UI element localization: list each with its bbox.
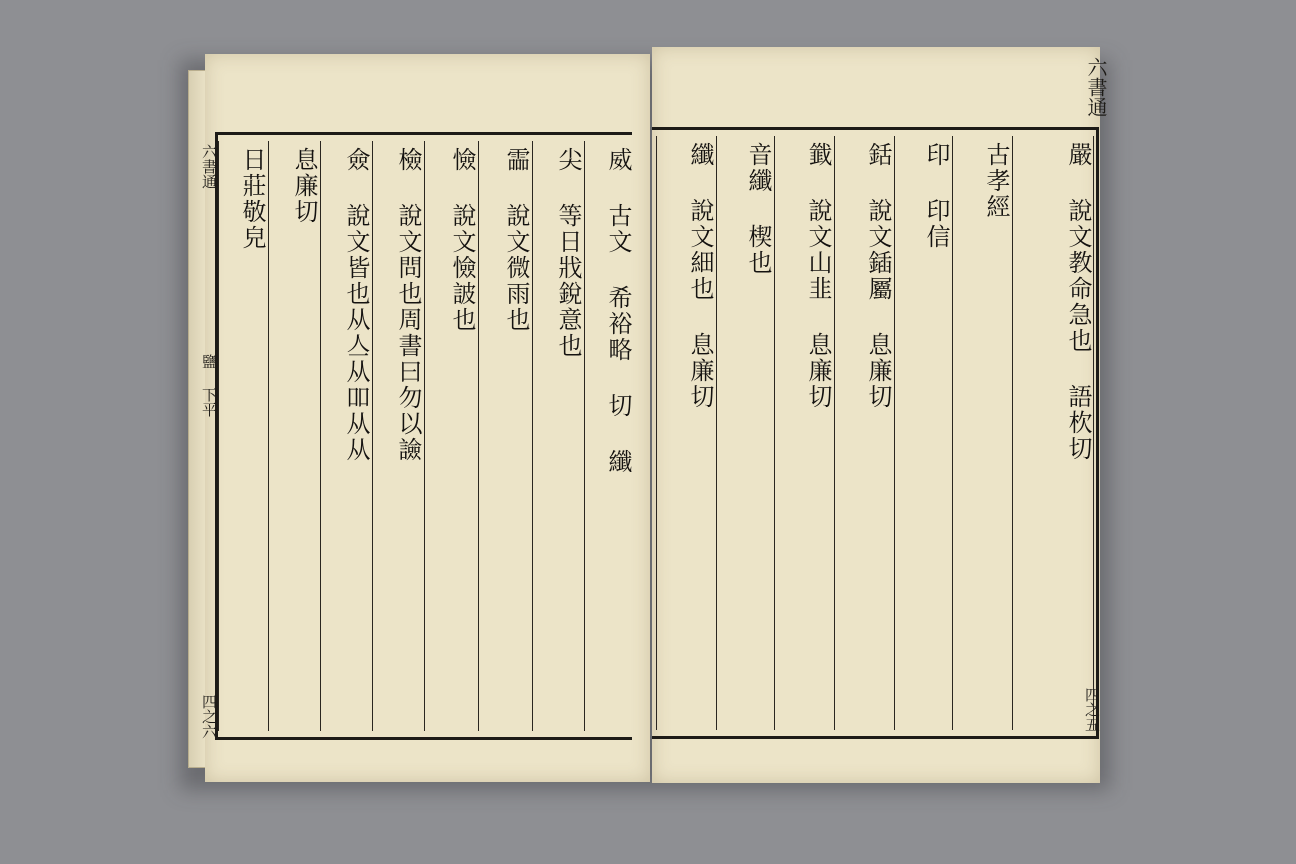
right-column-5: 印 印信	[894, 136, 951, 730]
left-page-frame	[215, 132, 632, 740]
right-column-4: 銛 說文鍤屬 息廉切	[834, 136, 893, 730]
right-margin-header: 六書通	[1084, 57, 1108, 117]
left-column-6: 霝 說文微雨也	[478, 141, 531, 731]
right-column-7: 嚴 說文教命急也 語杴切	[1012, 136, 1094, 730]
right-page	[652, 47, 1108, 783]
left-column-5: 憸 說文憸詖也	[424, 141, 477, 731]
left-margin-section: 鹽 下平	[200, 354, 218, 417]
left-folio-number: 四之六	[200, 694, 218, 739]
left-column-3: 僉 說文皆也从亼从吅从从	[320, 141, 371, 731]
left-column-8: 威 古文 希裕略 切 纖	[584, 141, 633, 731]
right-column-3: 韱 說文山韭 息廉切	[774, 136, 833, 730]
right-folio-number: 四之五	[1083, 687, 1101, 732]
left-page	[200, 54, 650, 782]
right-column-6: 古孝經	[952, 136, 1011, 730]
left-column-1: 日莊敬皃	[218, 141, 267, 731]
left-column-7: 尖 等日戕銳意也	[532, 141, 583, 731]
left-column-4: 檢 說文問也周書曰勿以譣	[372, 141, 423, 731]
right-page-frame	[652, 127, 1099, 739]
left-column-2: 息廉切	[268, 141, 319, 731]
right-column-1: 纖 說文細也 息廉切	[656, 136, 715, 730]
left-margin-header: 六書通	[200, 144, 218, 189]
right-column-2: 音纖 楔也	[716, 136, 773, 730]
